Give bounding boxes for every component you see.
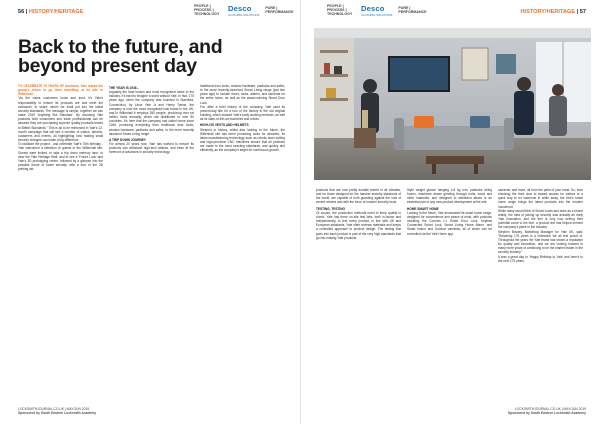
subheading: TESTING, TESTING xyxy=(316,206,345,211)
article-photo xyxy=(314,28,591,180)
page-header xyxy=(18,9,84,19)
section-label: HISTORY/HERITAGE xyxy=(28,9,84,15)
article-column-3 xyxy=(498,188,583,263)
section-label: HISTORY/HERITAGE xyxy=(520,9,576,15)
footer-publication: LOCKSMITHJOURNAL.CO.UK | MAY/JUN 2019 xyxy=(514,406,586,411)
desco-brand: Desco xyxy=(228,4,252,14)
desco-logo xyxy=(228,5,259,17)
article-column-3 xyxy=(200,84,285,171)
partner-logo: PEOPLE | PROCESS | TECHNOLOGY xyxy=(327,4,353,16)
subheading: HIGH-VIS VESTS AND HELMETS xyxy=(200,123,249,128)
article-column-2 xyxy=(109,84,194,171)
article-column-1 xyxy=(18,84,103,171)
footer-sponsor: Sponsored by South Eastern Locksmith Academy xyxy=(18,410,97,415)
article-paragraph: While many would think of Smart Locks and hubs as a recent reality, the idea of joining up security was actually an early Yale innovation, and the firm is only now seeing their potential come to the fore, a product line has helped cement the company's place in the industry. xyxy=(498,208,584,230)
header-separator: | xyxy=(576,9,580,15)
desco-brand: Desco xyxy=(361,4,385,14)
page-footer xyxy=(18,407,96,415)
page-footer xyxy=(508,407,586,415)
subheading: HOME SMART HOME xyxy=(407,206,439,211)
article-columns xyxy=(316,188,583,263)
article-columns xyxy=(18,84,285,171)
article-paragraph: Style weight glance hanging 4-8 kg mm, padlocks being frozen, machines drawn grinding through bolts, wood and other materials, and designed to withstand abuse is an essential part of any new product development at the site. xyxy=(407,188,492,205)
article-paragraph: Looking to the future, Yale showcased its smart home range, designed for convenience and peace of mind, with products including the Conexis L1 Smart Door Lock, Keyless Connected Smart Lock, Smart Living Home Alarm, and Smart Indoor and Outdoor cameras, all of which can be controlled via the Yale Home app. xyxy=(407,210,492,236)
subheading: A TRIP DOWN JOURNEY xyxy=(109,137,146,142)
article-headline: Back to the future, and beyond present day xyxy=(18,36,223,77)
article-paragraph: products that are now pretty durable tested in all climates, and for those designed for the harsher security standards of the world, are capable of both guarding against the cold of severe winters and with the force of modern security tools. xyxy=(316,188,401,205)
page-number: 57 xyxy=(579,9,586,15)
article-paragraph: It was a great day to 'Happy Birthday to Yale' and here's to the next 175 years. xyxy=(498,254,583,263)
article-paragraph: For almost 20 years now, Yale has worked to ensure its products can withstand high-tech attacks, and been at the forefront of advances in security technology. xyxy=(109,142,194,155)
article-paragraph: "As the name customers know and trust, it's Yale's responsibility to ensure its products are and meet the consumer, to share, which we shall put into the latest security standards. The message is simple, together we can make 2019 'Anything But Standard'. By choosing Yale products both consumers and trade professionals can be assured they are purchasing superior quality products tested to British Standards." This is all to be reinforced in Yale's 12-month campaign that will see a number of videos, adverts, customers and events, all highlighting how making small security changes can make a big difference. xyxy=(18,96,103,143)
right-page xyxy=(300,0,600,424)
article-paragraph: To kickstart the project - and celebrate Yale's 75th birthday - Yale welcomed a selection of guests to the Willenhall site. Guests were invited, to take a trip down memory lane, to view the Yale Heritage Wall, and to see a 'Future Lock' and Yale's 3D prototyping centre, followed by a glimpse into the possible future of home security, with a tour of the 3D printing lab. xyxy=(18,142,103,172)
article-column-1 xyxy=(316,188,401,263)
subheading: THE YEAR IS 1946... xyxy=(109,86,140,90)
article-paragraph: Of course, the production methods need to keep quality in check. Yale has three on-site test labs, both in-house and independently, to test every product, in line with UK and European standards. Yale often reviews materials and keeps a controlled approach to product design. The testing that goes into each product is part of the very high standards that go into making Yale products. xyxy=(316,210,401,240)
article-paragraph: cameras, and more, all from the palm of your hand. So, from checking the front door to instant access for visitors or a quick way to let someone in while away, the firm's smart home range brings the latest products into the modern household. xyxy=(498,188,583,209)
article-paragraph: For, after a brief history of the company, Yale used its present-day site for a tour of the factory in the old original building, which showed Yale's early working methods, as well as its state-of-the-art machines and robots. xyxy=(200,104,285,122)
article-paragraph: Stephen Bowley, Marketing Manager for Yale UK, said: "Reaching 175 years is a milestone we all feel proud of. Throughout the years the Yale brand has shown a reputation for quality and innovation, and we are looking forward to many more years of continuing to be the market leader in the security industry." xyxy=(498,229,583,255)
desco-logo xyxy=(361,5,392,17)
page-number: 56 xyxy=(18,9,25,15)
article-paragraph: Steeped in history, whilst also looking to the future, the Willenhall site has been producing locks for decades. Its latest manufacturing technology such as robotic laser cutting and high-precision CNC machines ensure that all products are made to the most exacting standards, and quickly and efficiently, as the company's target for continuous growth. xyxy=(200,127,285,153)
article-lead: TO CELEBRATE 75 YEARS OF business, Yale marks the group's return to go 'time travelling' at its site in Willenhall. xyxy=(18,84,103,97)
desco-tagline: CLOTHING SOLUTIONS xyxy=(361,12,393,17)
industry-logo: PURE | PERFORMANCE xyxy=(265,5,294,14)
smart-home-room-image xyxy=(314,28,591,180)
footer-publication: LOCKSMITHJOURNAL.CO.UK | MAY/JUN 2019 xyxy=(18,406,90,411)
industry-logo: PURE | PERFORMANCE xyxy=(398,5,427,14)
article-column-2 xyxy=(407,188,492,263)
article-paragraph: traditional door locks, window hardware, padlocks and safes, to the more recently-launched Smart Living range (just two years ago) to include doors, locks, alarms, and cameras for the entire home, as well as the award-winning Smart Door Lock. xyxy=(200,84,285,105)
page-header xyxy=(520,9,586,19)
header-separator: | xyxy=(25,9,29,15)
sponsor-logos xyxy=(194,4,294,17)
partner-logo: PEOPLE | PROCESS | TECHNOLOGY xyxy=(194,4,220,16)
article-paragraph: Arguably the best known and most recognised name in the industry, it's hard to imagine a world without Yale. In fact, 175 years ago, when the company was founded in Stamford, Connecticut, by Linus Yale Jr and Henry Towne, the company is now the most recognised lock brand in the UK, and in Willenhall it employs 350 people, producing over six million locks annually, which are distributed to over 80 countries. It's here that the company has called home since 1946, producing everything from traditional door locks, window hardware, padlocks and safes, to the more recently launched Smart Living range. xyxy=(109,90,194,136)
desco-tagline: CLOTHING SOLUTIONS xyxy=(228,12,260,17)
sponsor-logos xyxy=(327,4,427,17)
footer-sponsor: Sponsored by South Eastern Locksmith Academy xyxy=(507,410,586,415)
